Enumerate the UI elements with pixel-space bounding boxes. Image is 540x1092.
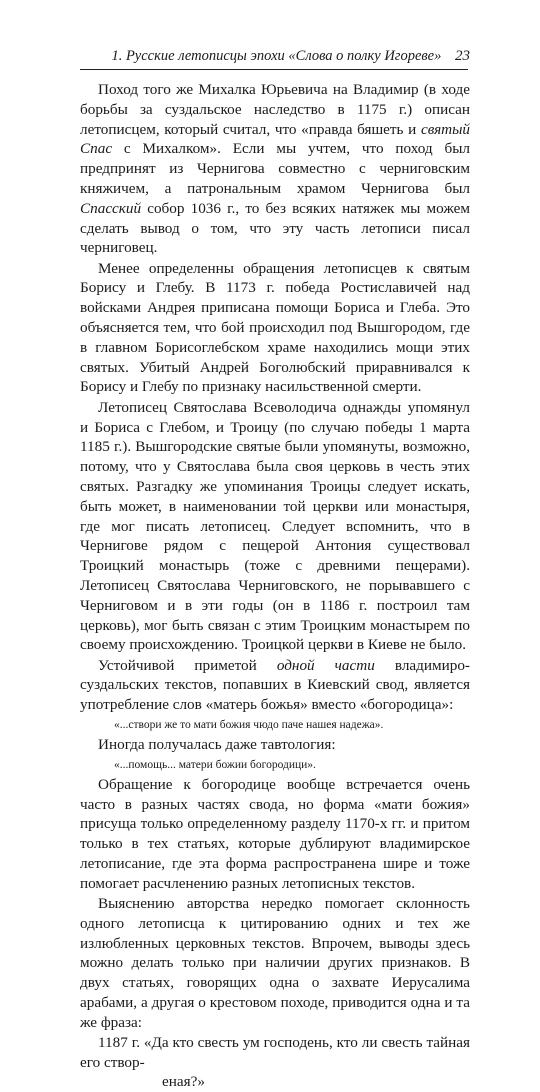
paragraph: Обращение к богородице вообще встречается очень часто в разных частях свода, но форма «мати божия» присуща только определенному разделу 1170-х гг. и притом только в тех статьях, которые дублируют владимирское летописание, где эта форма распространена шире и тоже помогает расчленению разных летописных текстов.	[80, 775, 470, 892]
paragraph	[80, 259, 470, 398]
page-number: 23	[455, 48, 470, 64]
block-quote: «...створи же то мати божия чюдо паче нашея надежа».	[114, 719, 384, 731]
italic-run: одной части	[276, 656, 375, 674]
quote-text: «Да кто свесть ум господень, кто ли свесть тайная его створ	[80, 1034, 471, 1071]
paragraph: Иногда получалась даже тавтология:	[98, 736, 336, 753]
paragraph	[80, 656, 470, 715]
text-run: Менее определенны обращения летописцев к святым Борису и Глебу. В 1173 г. победа Ростиславичей над войсками Андрея приписана помощи Бориса и Глеба. Это объясняется тем, что бой происходил под Вышгородом, где в главном Борисоглебском храме находились мощи этих святых. Убитый Андрей Боголюбский приравнивался к Борису и Глебу по признаку насильственной смерти.	[80, 259, 470, 396]
page-body	[80, 80, 470, 1092]
text-run: владимиро-суздальских текстов, попавших в Киевский свод, является употребление слов «матерь божья» вместо «богородица»:	[80, 656, 470, 714]
paragraph	[80, 80, 470, 258]
italic-run: святый Спас	[80, 120, 470, 158]
running-header	[80, 48, 470, 65]
text-run: собор 1036 г., то без всяких натяжек мы можем сделать вывод о том, что эту часть летописи писал черниговец.	[80, 199, 470, 257]
paragraph: Выяснению авторства нередко помогает склонность одного летописца к цитированию одних и тех же излюбленных церковных текстов. Впрочем, выводы здесь можно делать только при наличии других признаков. В двух статьях, говорящих одна о захвате Иерусалима арабами, а другая о крестовом походе, приводится одна и та же фраза:	[80, 895, 470, 1031]
text-run: Летописец Святослава Всеволодича однажды упомянул и Бориса с Глебом, и Троицу (по случаю победы 1 марта 1185 г.). Вышгородские святые были упомянуты, возможно, потому, что у Святослава была своя церковь в честь этих святых. Разгадку же упоминания Троицы следует искать, быть может, в наименовании той церкви или монастыря, где мог писать летописец. Следует вспомнить, что в Чернигове рядом с пещерой Антония существовал Троицкий монастырь (тоже с древними пещерами). Летописец Святослава Черниговского, не порывавшего с Черниговом и в эти годы (он в 1186 г. построил там церковь), мог быть связан с этим Троицким монастырем по своему происхождению. Троицкой церкви в Киеве не было.	[80, 398, 470, 654]
text-run: Устойчивой приметой	[98, 656, 277, 674]
header-rule	[80, 69, 468, 70]
block-quote: «...помощь... матери божии богородици».	[114, 758, 316, 771]
quote-year: 1187 г.	[98, 1034, 141, 1052]
running-title: 1. Русские летописцы эпохи «Слова о полку Игореве»	[111, 48, 442, 64]
dated-quote-continuation: еная?»	[162, 1072, 205, 1090]
text-run: с Михалком». Если мы учтем, что поход был предпринят из Чернигова совместно с черниговским княжичем, а патрональным храмом Чернигова был	[80, 140, 470, 197]
text-run: Поход того же Михалка Юрьевича на Владимир (в ходе борьбы за суздальское наследство в 1175 г.) описан летописцем, который считал, что «правда бяшеть и	[80, 81, 470, 138]
italic-run: Спасский	[80, 199, 142, 217]
dated-quote: 1187 г. «Да кто свесть ум господень, кто ли свесть тайная его створ-	[80, 1034, 471, 1071]
paragraph	[80, 398, 470, 655]
